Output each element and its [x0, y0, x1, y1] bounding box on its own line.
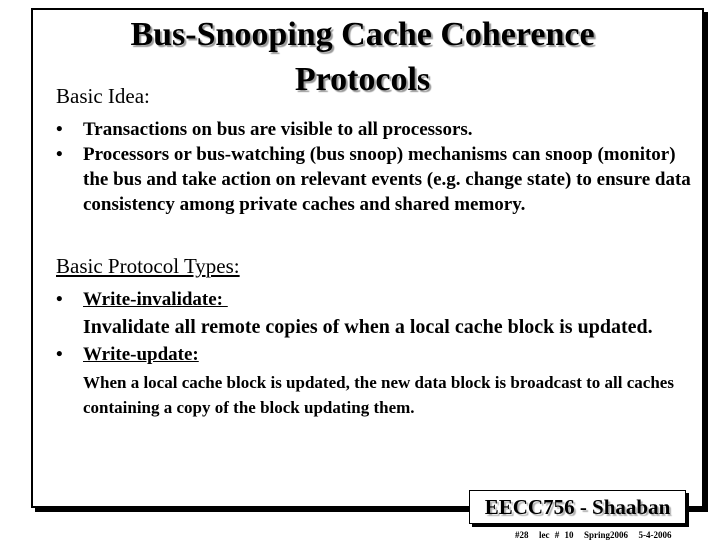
basic-idea-heading: Basic Idea: [56, 84, 150, 108]
bullet-icon: • [56, 344, 63, 365]
protocol-type-description: When a local cache block is updated, the new data block is broadcast to all caches containing a copy of the block updating them. [83, 373, 674, 417]
protocol-type-name: Write-invalidate: [83, 289, 228, 310]
idea-bullet-text: Processors or bus-watching (bus snoop) mechanisms can snoop (monitor) the bus and take action on relevant events (e.g. change state) to ensure data consistency among private caches and shared memory. [83, 144, 691, 215]
idea-bullet-list [56, 117, 701, 217]
protocol-type-name: Write-update: [83, 344, 199, 365]
course-label: EECC756 - Shaaban [484, 494, 671, 519]
slide-title: Bus-Snooping Cache Coherence Protocols [130, 16, 595, 98]
slide-footer-info: #28 lec # 10 Spring2006 5-4-2006 [515, 530, 672, 540]
protocol-type-list [56, 287, 701, 420]
idea-bullet-item [56, 117, 701, 142]
protocol-type-item [56, 342, 701, 367]
idea-bullet-text: Transactions on bus are visible to all processors. [83, 119, 473, 140]
protocol-types-heading: Basic Protocol Types: [56, 254, 240, 278]
protocol-type-description: Invalidate all remote copies of when a local cache block is updated. [83, 316, 653, 338]
idea-bullet-item [56, 142, 701, 217]
bullet-icon: • [56, 119, 63, 140]
course-label-box [469, 490, 686, 524]
bullet-icon: • [56, 144, 63, 165]
protocol-type-item [56, 287, 701, 312]
bullet-icon: • [56, 289, 63, 310]
